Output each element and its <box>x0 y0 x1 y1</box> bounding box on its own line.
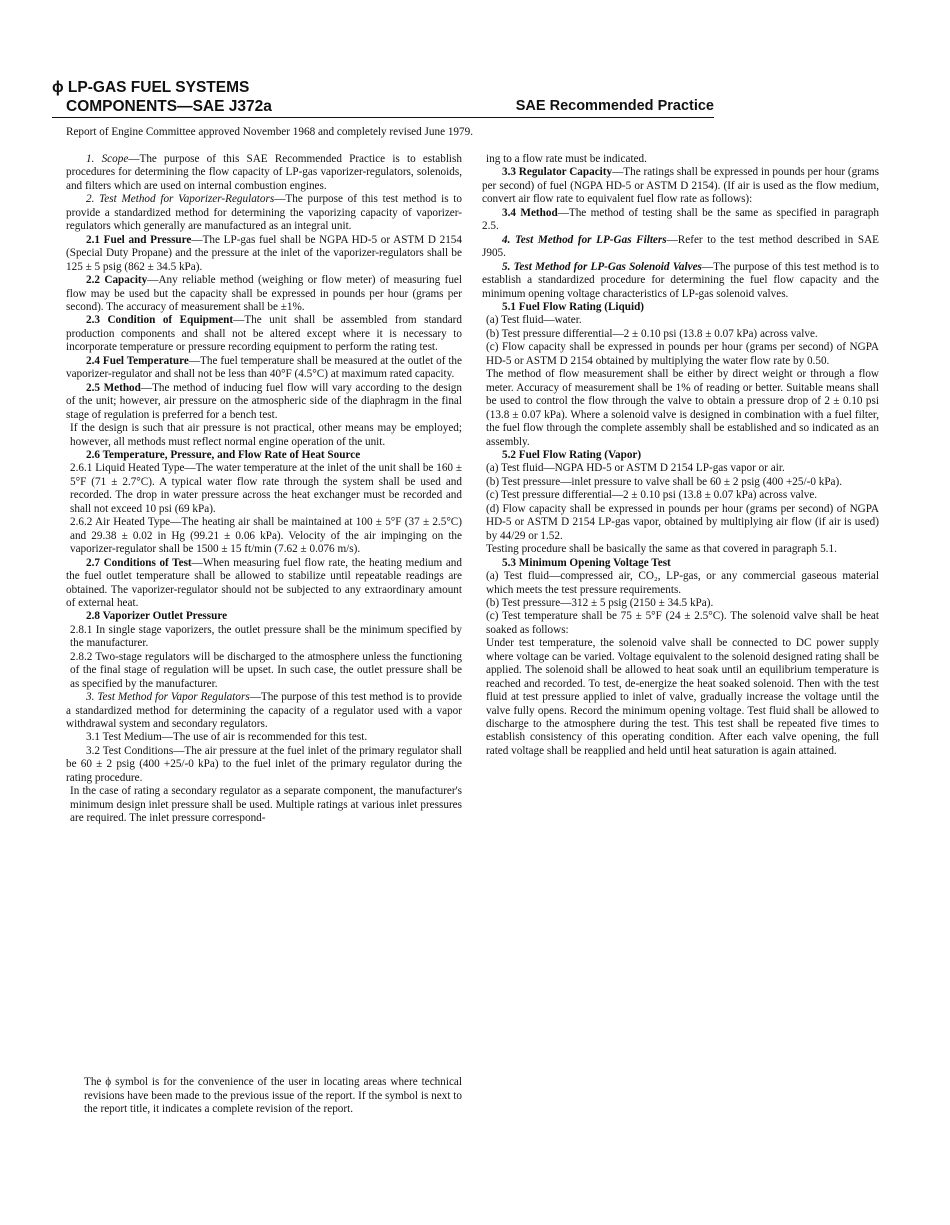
section-text: —When measuring fuel flow rate, the heating medium and the fuel outlet temperature shall be allowed to stabilize until repeatable readings are obtained. The vaporizer-regulator should not be subjected to any extraordinary amount of external heat. <box>66 556 462 609</box>
section-text: —Refer to the test method described in SAE J905. <box>482 233 879 260</box>
section-2-8-heading: 2.8 Vaporizer Outlet Pressure <box>86 610 228 623</box>
section-5-1-a: (a) Test fluid—water. <box>486 314 582 327</box>
section-text: —The fuel temperature shall be measured at the outlet of the vaporizer-regulator and shall not be less than 40°F (4.5°C) at maximum rated capacity. <box>66 354 462 381</box>
section-2-8-1: 2.8.1 In single stage vaporizers, the outlet pressure shall be the minimum specified by the manufacturer. <box>70 623 462 650</box>
section-2-8-2: 2.8.2 Two-stage regulators will be discharged to the atmosphere unless the functioning of the final stage of regulation will be upset. In such case, the outlet pressure shall be as specified by the manufacturer. <box>70 650 462 690</box>
section-text: —The method of inducing fuel flow will vary according to the design of the unit; however, air pressure on the atmospheric side of the diaphragm in the final stage of regulation is preferred for a bench test. <box>66 381 462 421</box>
document-title-line-1: ϕ LP-GAS FUEL SYSTEMS <box>52 79 250 96</box>
left-column <box>66 153 462 826</box>
section-3-2-paragraph: In the case of rating a secondary regulator as a separate component, the manufacturer's minimum design inlet pressure shall be used. Multiple ratings at various inlet pressures are required. The inlet pressure correspond- <box>70 785 462 825</box>
section-2-6-1: 2.6.1 Liquid Heated Type—The water temperature at the inlet of the unit shall be 160 ± 5°F (71 ± 2.7°C). A typical water flow rate through the system shall be used and recorded. The drop in water pressure across the heat exchanger must be recorded and shall not exceed 10 psi (69 kPa). <box>70 462 462 515</box>
section-5-2-b: (b) Test pressure—inlet pressure to valve shall be 60 ± 2 psig (400 +25/-0 kPa). <box>486 475 843 488</box>
section-4-filters <box>482 234 879 261</box>
section-heading: 2.3 Condition of Equipment <box>86 314 234 327</box>
section-5-1-paragraph: The method of flow measurement shall be either by direct weight or through a flow meter. Accuracy of measurement shall be 1% of reading or better. Suitable means shall be used to control the flow through the valve to obtain a pressure drop of 2 ± 0.10 psi (13.8 ± 0.07 kPa). Where a solenoid valve is designed in combination with a fuel filter, the fuel flow through the complete assembly shall be established and so indicated as an assembly. <box>486 368 879 448</box>
section-text: —The unit shall be assembled from standard production components and shall not be altered except where it is necessary to incorporate temperature or pressure recording equipment to perform the rating test. <box>66 314 462 354</box>
section-2-5-paragraph: If the design is such that air pressure is not practical, other means may be employed; however, all methods must reflect normal engine operation of the unit. <box>70 422 462 448</box>
section-5-2-a: (a) Test fluid—NGPA HD-5 or ASTM D 2154 LP-gas vapor or air. <box>486 462 785 475</box>
section-5-1-c: (c) Flow capacity shall be expressed in pounds per hour (grams per second) of NGPA HD-5 or ASTM D 2154 obtained by multiplying the water flow rate by 0.50. <box>486 341 879 367</box>
section-2-6-2: 2.6.2 Air Heated Type—The heating air shall be maintained at 100 ± 5°F (37 ± 2.5°C) and 29.38 ± 0.02 in Hg (99.21 ± 0.06 kPa). Velocity of the air impinging on the vaporizer-regulator shall be 1500 ± 15 ft/min (7.62 ± 0.076 m/s). <box>70 516 462 556</box>
section-text: —The ratings shall be expressed in pounds per hour (grams per second) of fuel (NGPA HD-5 or ASTM D 2154). (If air is used as the flow medium, convert air flow rate to equivalent fuel flow rate as follows): <box>482 166 879 206</box>
practice-label: SAE Recommended Practice <box>515 98 714 114</box>
section-heading: 2.4 Fuel Temperature <box>86 354 189 367</box>
section-2-2 <box>66 274 462 314</box>
section-5-2-d: (d) Flow capacity shall be expressed in pounds per hour (grams per second) of NGPA HD-5 or ASTM D 2154 LP-gas vapor, obtained by multiplying air flow (if air is used) by 44/29 or 1.52. <box>486 502 879 542</box>
section-heading: 2.7 Conditions of Test <box>86 556 192 569</box>
section-heading: 3.3 Regulator Capacity <box>502 166 613 179</box>
section-heading: 1. Scope <box>86 153 129 165</box>
section-5-2-heading: 5.2 Fuel Flow Rating (Vapor) <box>502 448 642 461</box>
section-5-3-c: (c) Test temperature shall be 75 ± 5°F (24 ± 2.5°C). The solenoid valve shall be heat soaked as follows: <box>486 610 879 636</box>
section-5-3-a: (a) Test fluid—compressed air, CO₂, LP-gas, or any commercial gaseous material which meets the test pressure requirements. <box>486 570 879 596</box>
document-title-line-2: COMPONENTS—SAE J372a <box>66 98 272 115</box>
section-heading: 3. Test Method for Vapor Regulators <box>86 691 250 704</box>
continuation-text: ing to a flow rate must be indicated. <box>486 153 647 165</box>
footnote: The ϕ symbol is for the convenience of the user in locating areas where technical revisions have been made to the previous issue of the report. If the symbol is next to the report title, it indicates a complete revision of the report. <box>84 1076 462 1115</box>
section-text: —The purpose of this test method is to establish a standardized procedure for determining the fuel flow capacity and the minimum opening voltage characteristics of LP-gas solenoid valves. <box>482 260 880 300</box>
section-2-4 <box>66 355 462 382</box>
section-3-4 <box>482 207 879 234</box>
section-heading: 2.2 Capacity <box>86 274 148 287</box>
section-text: —The purpose of this test method is to provide a standardized method for determining the vaporizing capacity of vaporizer-regulators which generally are manufactured as an integral unit. <box>66 193 462 233</box>
section-3-1: 3.1 Test Medium—The use of air is recommended for this test. <box>86 731 368 744</box>
section-2-3 <box>66 314 462 354</box>
section-heading: 2.1 Fuel and Pressure <box>86 233 192 246</box>
section-text: —The purpose of this test method is to provide a standardized method for determining the capacity of a regulator used with a vapor withdrawal system and secondary regulators. <box>66 691 462 731</box>
section-5-3-heading: 5.3 Minimum Opening Voltage Test <box>502 556 671 569</box>
document-title-row-2 <box>52 97 714 118</box>
section-text: —The method of testing shall be the same as specified in paragraph 2.5. <box>482 206 879 233</box>
document-header <box>52 78 714 118</box>
section-5-2-paragraph: Testing procedure shall be basically the same as that covered in paragraph 5.1. <box>486 543 837 556</box>
section-5-1-heading: 5.1 Fuel Flow Rating (Liquid) <box>502 300 645 313</box>
right-column <box>482 153 879 758</box>
section-text: —The purpose of this SAE Recommended Practice is to establish procedures for determining the flow capacity of LP-gas vaporizer-regulators, solenoids, and filters which are used on internal combustion engines. <box>66 153 462 192</box>
section-heading: 3.4 Method <box>502 206 558 219</box>
section-heading: 2. Test Method for Vaporizer-Regulators <box>86 193 275 206</box>
section-3-2: 3.2 Test Conditions—The air pressure at the fuel inlet of the primary regulator shall be 60 ± 2 psig (400 +25/-0 kPa) to the fuel inlet of the primary regulator during the rating procedure. <box>66 744 462 784</box>
section-2-6-heading: 2.6 Temperature, Pressure, and Flow Rate of Heat Source <box>86 448 361 461</box>
section-3-vapor-regulators <box>66 691 462 731</box>
section-2-7 <box>66 557 462 611</box>
section-5-1-b: (b) Test pressure differential—2 ± 0.10 psi (13.8 ± 0.07 kPa) across valve. <box>486 327 818 340</box>
section-2-1 <box>66 234 462 274</box>
report-approval-note: Report of Engine Committee approved November 1968 and completely revised June 1979. <box>66 126 473 138</box>
section-2-5 <box>66 382 462 422</box>
section-2-vaporizer-regulators <box>66 193 462 233</box>
section-heading: 2.5 Method <box>86 381 141 394</box>
section-heading: 4. Test Method for LP-Gas Filters <box>502 233 667 246</box>
section-text: —Any reliable method (weighing or flow meter) of measuring fuel flow may be used but the capacity shall be expressed in pounds per hour (grams per second). The accuracy of measurement shall be ±1%. <box>66 274 462 313</box>
section-text: —The LP-gas fuel shall be NGPA HD-5 or ASTM D 2154 (Special Duty Propane) and the pressure at the inlet of the vaporizer-regulators shall be 125 ± 5 psig (862 ± 34.5 kPa). <box>66 233 462 273</box>
section-5-3-b: (b) Test pressure—312 ± 5 psig (2150 ± 34.5 kPa). <box>486 596 714 609</box>
section-3-3 <box>482 166 879 206</box>
section-heading: 5. Test Method for LP-Gas Solenoid Valves <box>502 260 702 273</box>
section-5-3-paragraph: Under test temperature, the solenoid valve shall be connected to DC power supply where voltage can be varied. Voltage equivalent to the solenoid designed rating shall be applied. The solenoid shall be allowed to heat soak until an equilibrium temperature is reached and recorded. To test, de-energize the heat soaked solenoid. Then with the test fluid at test pressure applied to inlet of valve, gradually increase the voltage until the valve fully opens. Record the minimum opening voltage. Test fluid shall be allowed to discharge to the atmosphere during the test. This test shall be repeated five times to establish consistency of this operating condition. After each valve opening, the full rated voltage shall be reapplied and held until heat saturation is again attained. <box>486 637 879 757</box>
section-5-2-c: (c) Test pressure differential—2 ± 0.10 psi (13.8 ± 0.07 kPa) across valve. <box>486 489 818 502</box>
section-5-solenoid-valves <box>482 261 879 301</box>
section-1-scope <box>66 153 462 193</box>
